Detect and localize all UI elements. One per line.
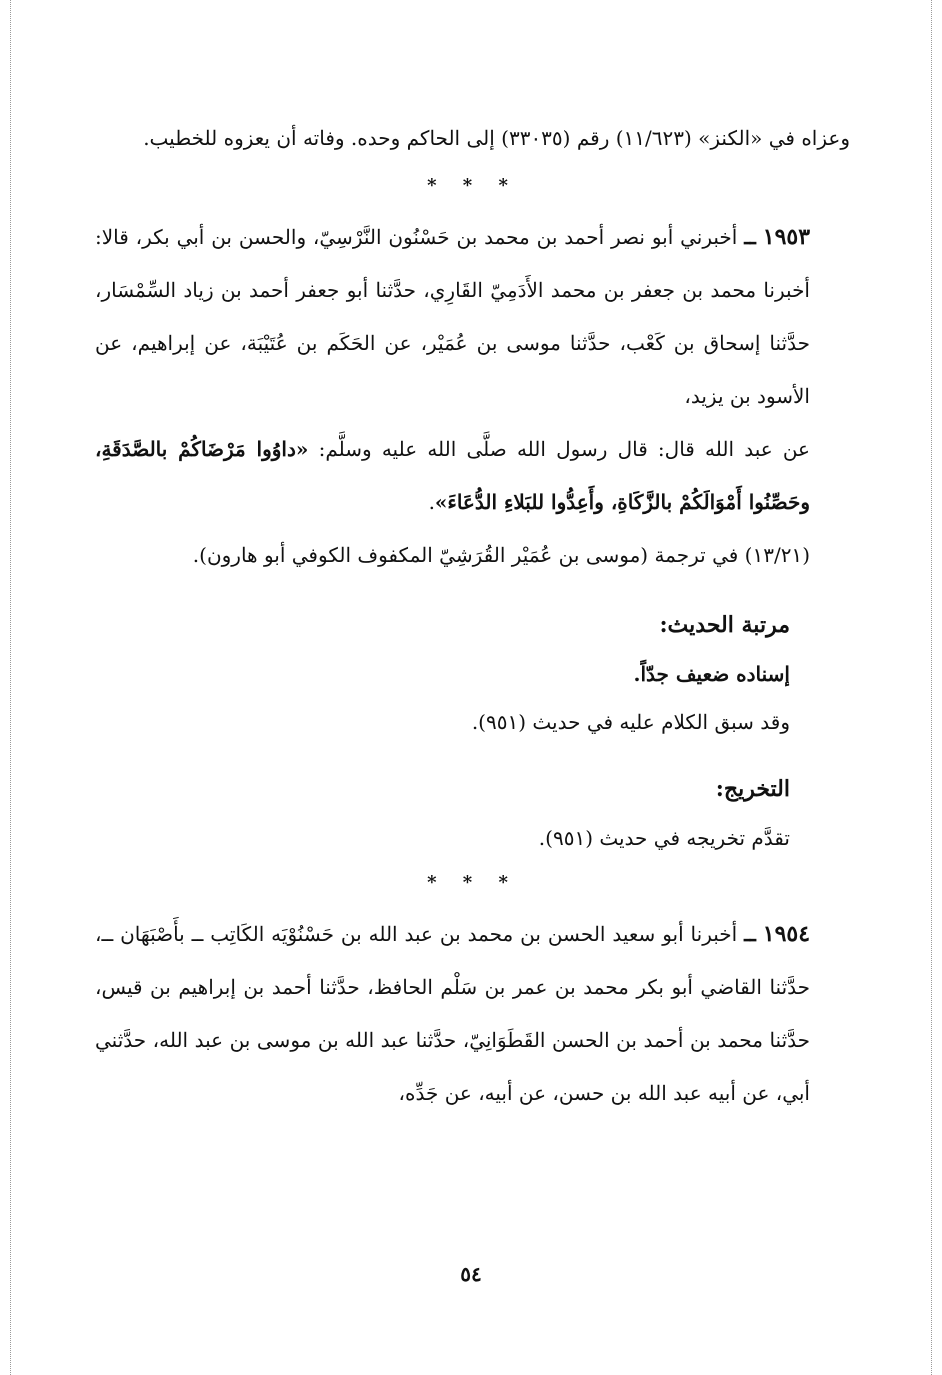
separator-1: * * * (427, 175, 518, 196)
grade-title: مرتبة الحديث: (659, 612, 790, 638)
right-edge-dots (931, 0, 932, 1375)
takhrij-text: تقدَّم تخريجه في حديث (٩٥١). (538, 826, 790, 850)
hadith-1953-isnad-text: أخبرني أبو نصر أحمد بن محمد بن حَسْنُون النَّرْسِيّ، والحسن بن أبي بكر، قالا: أخبرنا محمد بن جعفر بن محمد الأَدَمِيّ القَارِي، حدَّثنا أبو جعفر أحمد بن زياد السِّمْسَار، حدَّثنا إسحاق بن كَعْب، حدَّثنا موسى بن عُمَيْر، عن الحَكَم بن عُتَيْبَة، عن إبراهيم، عن الأسود بن يزيد، (95, 225, 810, 408)
page-body (95, 112, 850, 1120)
separator-2: * * * (427, 872, 518, 893)
hadith-1954-number: ١٩٥٤ (762, 921, 811, 947)
grade-note: وقد سبق الكلام عليه في حديث (٩٥١). (471, 710, 790, 734)
hadith-1953-isnad (95, 211, 850, 423)
hadith-1953-matn (95, 423, 850, 529)
hadith-1953-dash: ــ (744, 225, 756, 249)
hadith-1953-matn-quote: «داوُوا مَرْضَاكُمْ بالصَّدَقَةِ، وحَصِّنُوا أَمْوَالَكُمْ بالزَّكَاةِ، وأَعِدُّوا للبَلاءِ الدُّعَاءَ» (95, 437, 810, 514)
hadith-1954-dash: ــ (744, 922, 756, 946)
previous-note: وعزاه في «الكنز» (١١/٦٢٣) رقم (٣٣٠٣٥) إلى الحاكم وحده. وفاته أن يعزوه للخطيب. (143, 126, 850, 150)
hadith-1954-isnad-text: أخبرنا أبو سعيد الحسن بن محمد بن عبد الله بن حَسْنُوْيَه الكَاتِب ــ بأَصْبَهَان ــ، حدَّثنا القاضي أبو بكر محمد بن عمر بن سَلْم الحافظ، حدَّثنا أحمد بن إبراهيم بن قيس، حدَّثنا محمد بن أحمد بن الحسن القَطَوَانِيّ، حدَّثنا عبد الله بن موسى بن عبد الله، حدَّثني أبي، عن أبيه عبد الله بن حسن، عن أبيه، عن جَدِّه، (95, 922, 810, 1105)
page-number: ٥٤ (460, 1262, 482, 1286)
takhrij-title: التخريج: (715, 776, 790, 802)
hadith-1953-source: (١٣/٢١) في ترجمة (موسى بن عُمَيْر القُرَشِيّ المكفوف الكوفي أبو هارون). (192, 543, 810, 567)
hadith-1953-number: ١٩٥٣ (762, 224, 811, 250)
hadith-1954-isnad (95, 908, 850, 1120)
hadith-1953-matn-intro: عن عبد الله قال: قال رسول الله صلَّى الله عليه وسلَّم: (318, 437, 810, 461)
hadith-1953-matn-end: . (428, 490, 435, 514)
left-edge-dots (10, 0, 11, 1375)
grade-text: إسناده ضعيف جدّاً. (633, 662, 790, 686)
